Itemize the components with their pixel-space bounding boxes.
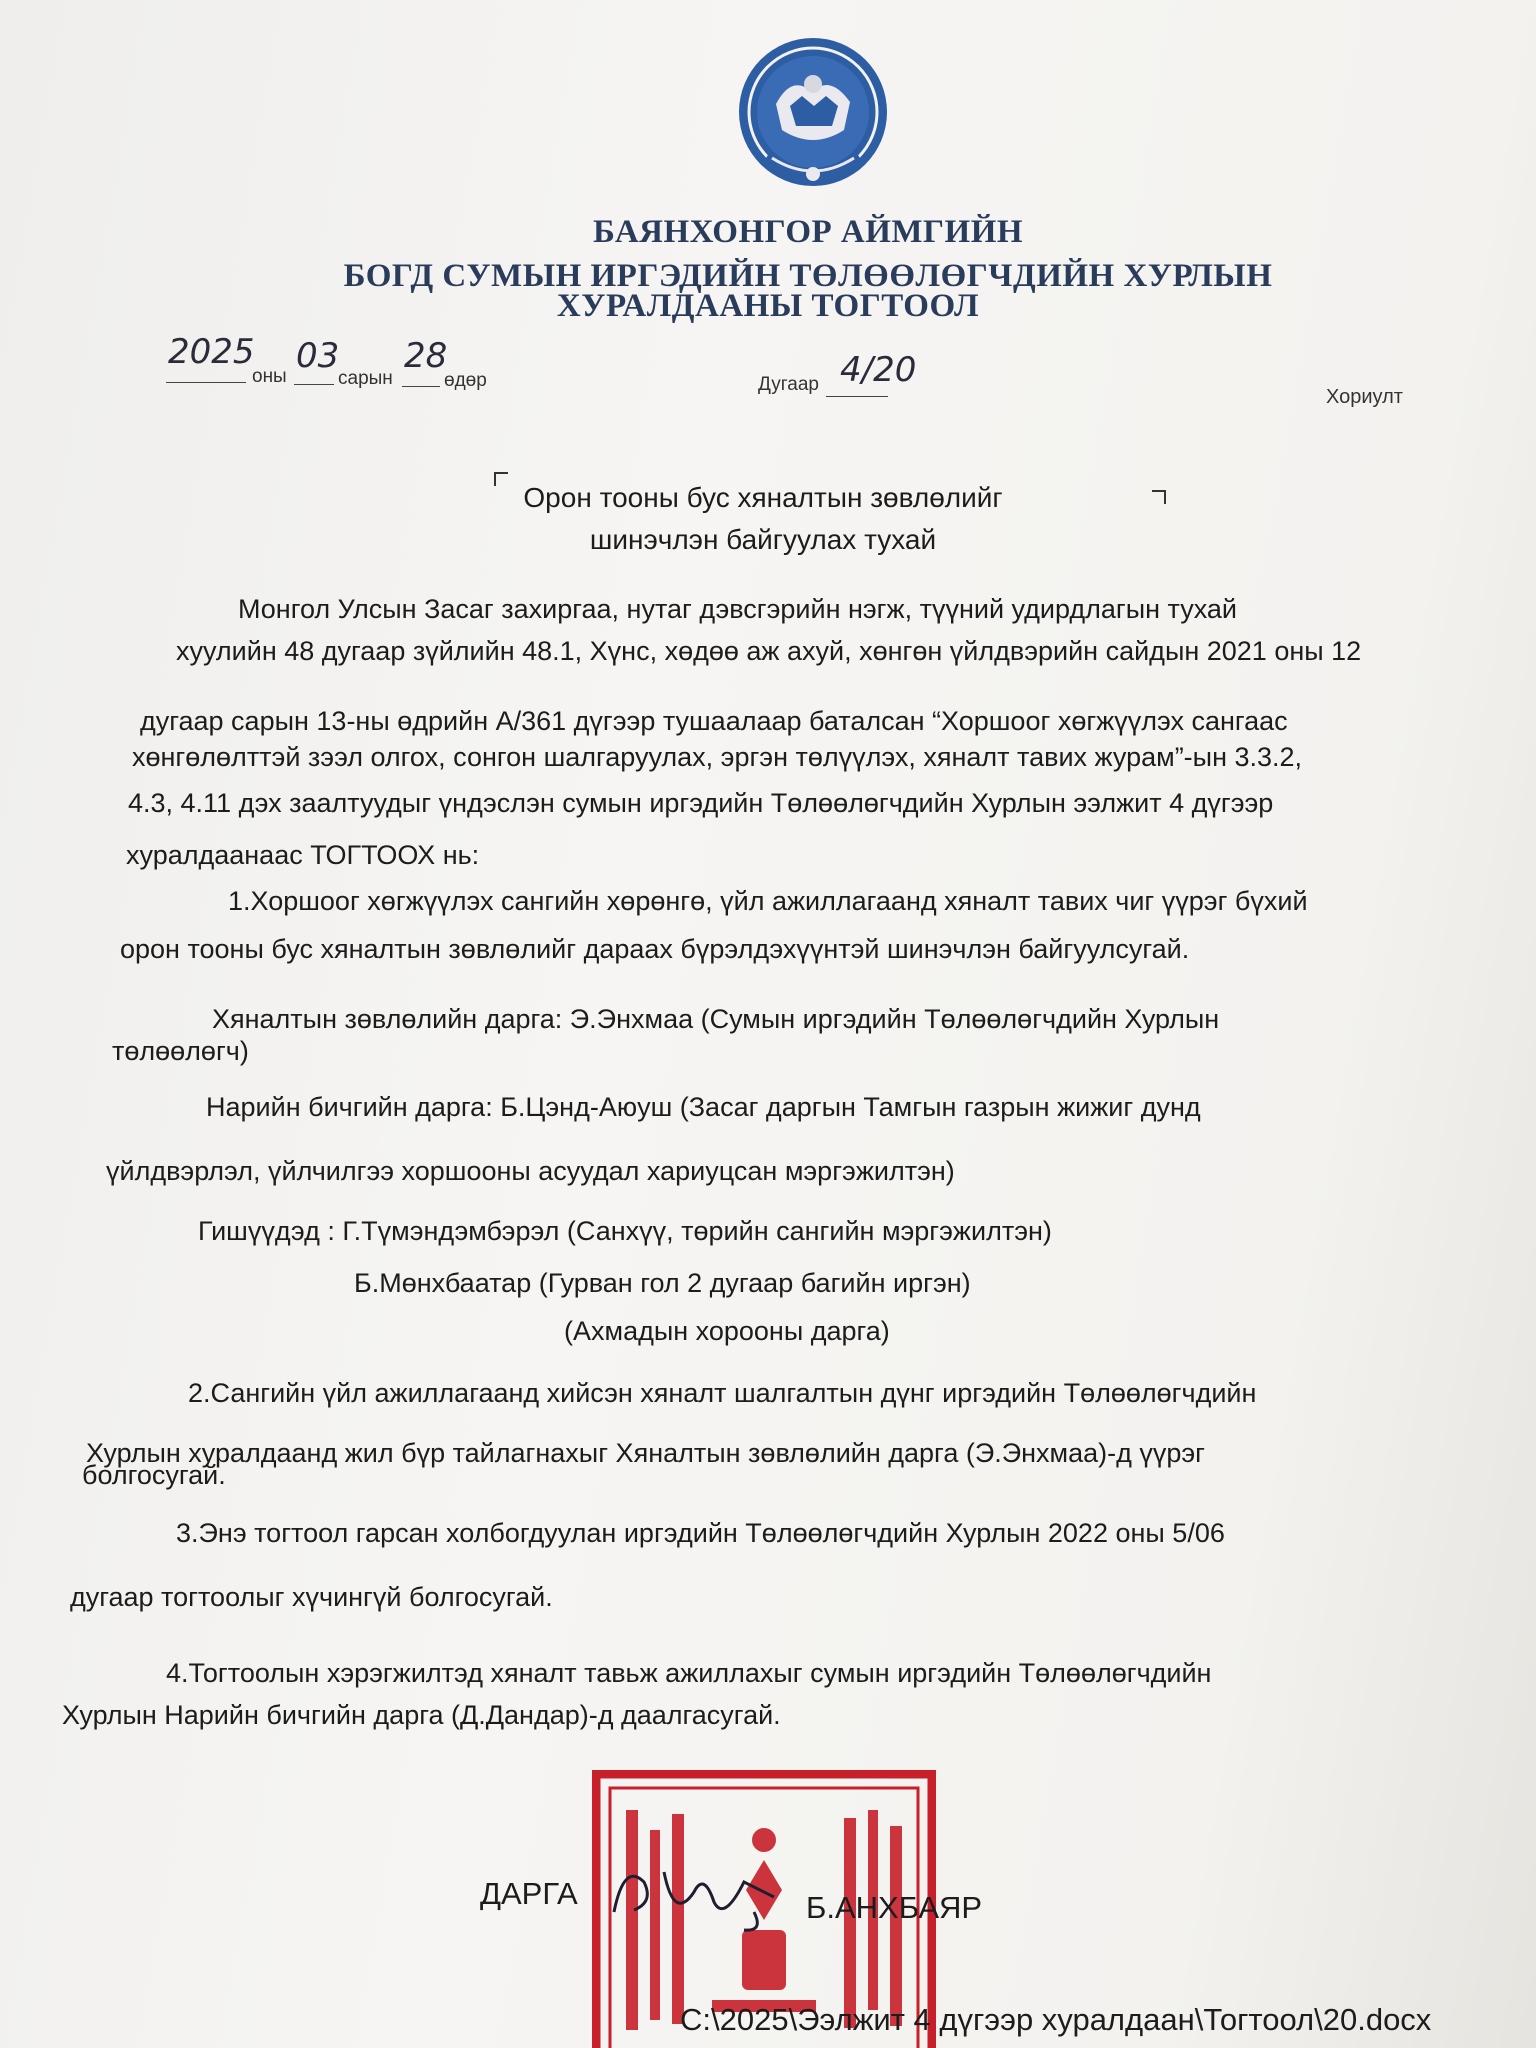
date-month: 03 [296,336,340,376]
date-year: 2025 [168,332,255,372]
handwritten-signature [604,1852,804,1932]
secretary-line: Нарийн бичгийн дарга: Б.Цэнд-Аюуш (Засаг даргын Тамгын газрын жижиг дунд [206,1092,1201,1122]
chair-line: Хяналтын зөвлөлийн дарга: Э.Энхмаа (Сумын иргэдийн Төлөөлөгчдийн Хурлын [212,1004,1220,1034]
date-day-suffix: өдөр [444,370,487,391]
preamble-line: хуулийн 48 дугаар зүйлийн 48.1, Хүнс, хөдөө аж ахуй, хөнгөн үйлдвэрийн сайдын 2021 оны 12 [176,636,1362,666]
preamble-line: хуралдаанаас ТОГТООХ нь: [126,840,480,870]
item-line: 2.Сангийн үйл ажиллагаанд хийсэн хяналт шалгалтын дүнг иргэдийн Төлөөлөгчдийн [188,1378,1257,1408]
date-year-suffix: оны [252,366,287,387]
signatory-title: ДАРГА [480,1876,578,1911]
item-line: болгосугай. [82,1460,226,1490]
member-line: Б.Мөнхбаатар (Гурван гол 2 дугаар багийн иргэн) [354,1268,971,1298]
subject-line-2: шинэчлэн байгуулах тухай [589,524,937,555]
date-day: 28 [404,336,448,376]
item-line: дугаар тогтоолыг хүчингүй болгосугай. [70,1582,553,1612]
state-emblem-icon [732,34,894,202]
number-value: 4/20 [840,350,917,390]
member-line: (Ахмадын хорооны дарга) [564,1316,890,1346]
preamble-line: 4.3, 4.11 дэх заалтуудыг үндэслэн сумын иргэдийн Төлөөлөгчдийн Хурлын ээлжит 4 дүгээр [128,788,1274,818]
header-line-1: БАЯНХОНГОР АЙМГИЙН [592,214,1024,250]
signatory-name: Б.АНХБАЯР [806,1890,983,1925]
date-month-suffix: сарын [338,368,393,389]
secretary-line: үйлдвэрлэл, үйлчилгээ хоршооны асуудал хариуцсан мэргэжилтэн) [106,1156,955,1186]
item-line: орон тооны бус хяналтын зөвлөлийг дараах бүрэлдэхүүнтэй шинэчлэн байгуулсугай. [120,934,1190,964]
chair-line: төлөөлөгч) [112,1036,249,1066]
file-path-footer: C:\2025\Ээлжит 4 дүгээр хуралдаан\Тогтоол\20.docx [680,2002,1432,2037]
item-line: Хурлын хуралдаанд жил бүр тайлагнахыг Хяналтын зөвлөлийн дарга (Э.Энхмаа)-д үүрэг [86,1438,1206,1468]
member-line: Гишүүдэд : Г.Түмэндэмбэрэл (Санхүү, төрийн сангийн мэргэжилтэн) [198,1216,1052,1246]
subject-line-1: Орон тооны бус хяналтын зөвлөлийг [523,482,1003,513]
location: Хориулт [1326,386,1403,408]
header-line-2: БОГД СУМЫН ИРГЭДИЙН ТӨЛӨӨЛӨГЧДИЙН ХУРЛЫН [343,258,1273,294]
number-label: Дугаар [758,374,819,395]
item-line: 1.Хоршоог хөгжүүлэх сангийн хөрөнгө, үйл ажиллагаанд хяналт тавих чиг үүрэг бүхий [228,886,1308,916]
item-line: 4.Тогтоолын хэрэгжилтэд хяналт тавьж ажиллахыг сумын иргэдийн Төлөөлөгчдийн [166,1658,1212,1688]
header-line-3: ХУРАЛДААНЫ ТОГТООЛ [556,288,980,324]
preamble-line: хөнгөлөлттэй зээл олгох, сонгон шалгаруулах, эргэн төлүүлэх, хяналт тавих журам”-ын 3.3.2, [132,742,1303,772]
item-line: 3.Энэ тогтоол гарсан холбогдуулан иргэдийн Төлөөлөгчдийн Хурлын 2022 оны 5/06 [176,1518,1225,1548]
item-line: Хурлын Нарийн бичгийн дарга (Д.Дандар)-д даалгасугай. [62,1700,781,1730]
preamble-line: Монгол Улсын Засаг захиргаа, нутаг дэвсгэрийн нэгж, түүний удирдлагын тухай [238,594,1238,624]
preamble-line: дугаар сарын 13-ны өдрийн А/361 дүгээр тушаалаар баталсан “Хоршоог хөгжүүлэх сангаас [140,706,1288,736]
